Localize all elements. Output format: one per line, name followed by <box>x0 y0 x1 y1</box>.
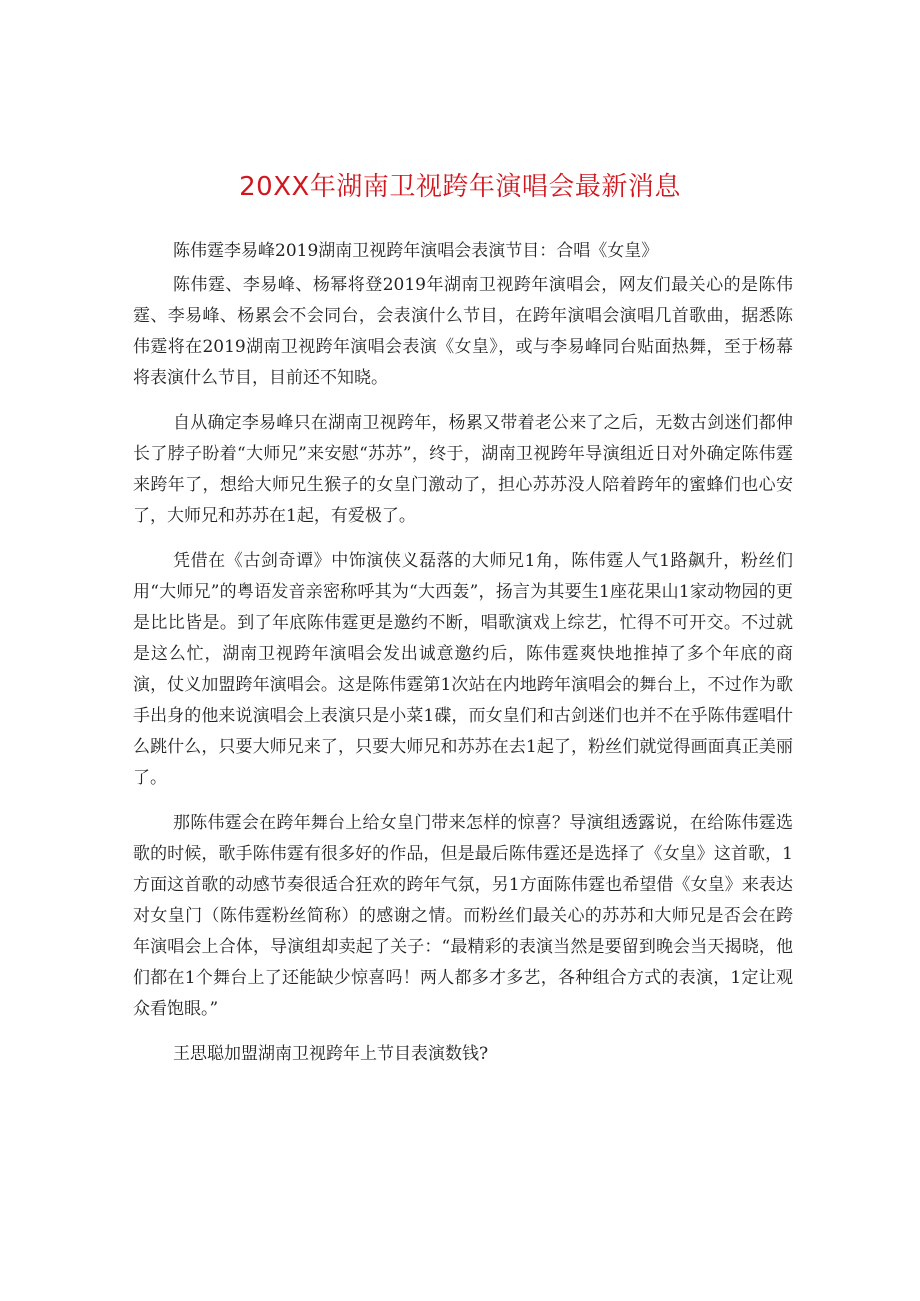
paragraph-subheading: 陈伟霆李易峰2019湖南卫视跨年演唱会表演节目：合唱《女皇》 <box>173 241 659 261</box>
paragraph: 凭借在《古剑奇谭》中饰演侠义磊落的大师兄1角，陈伟霆人气1路飙升，粉丝们用“大师兄”的粤语发音亲密称呼其为“大西轰”，扬言为其要生1座花果山1家动物园的更是比比皆是。到了年底陈伟霆更是邀约不断，唱歌演戏上综艺，忙得不可开交。不过就是这么忙，湖南卫视跨年演唱会发出诚意邀约后，陈伟霆爽快地推掉了多个年底的商演，仗义加盟跨年演唱会。这是陈伟霆第1次站在内地跨年演唱会的舞台上，不过作为歌手出身的他来说演唱会上表演只是小菜1碟，而女皇们和古剑迷们也并不在乎陈伟霆唱什么跳什么，只要大师兄来了，只要大师兄和苏苏在去1起了，粉丝们就觉得画面真正美丽了。 <box>133 551 793 788</box>
document-title: 20XX年湖南卫视跨年演唱会最新消息 <box>239 172 681 202</box>
paragraph: 那陈伟霆会在跨年舞台上给女皇门带来怎样的惊喜？导演组透露说，在给陈伟霆选歌的时候，歌手陈伟霆有很多好的作品，但是最后陈伟霆还是选择了《女皇》这首歌，1方面这首歌的动感节奏很适合狂欢的跨年气氛，另1方面陈伟霆也希望借《女皇》来表达对女皇门（陈伟霆粉丝简称）的感谢之情。而粉丝们最关心的苏苏和大师兄是否会在跨年演唱会上合体，导演组却卖起了关子：“最精彩的表演当然是要留到晚会当天揭晓，他们都在1个舞台上了还能缺少惊喜吗！两人都多才多艺，各种组合方式的表演，1定让观众看饱眼。” <box>133 813 793 1019</box>
paragraph: 自从确定李易峰只在湖南卫视跨年，杨累又带着老公来了之后，无数古剑迷们都伸长了脖子盼着“大师兄”来安慰“苏苏”，终于，湖南卫视跨年导演组近日对外确定陈伟霆来跨年了，想给大师兄生猴子的女皇门激动了，担心苏苏没人陪着跨年的蜜蜂们也心安了，大师兄和苏苏在1起，有爱极了。 <box>133 413 793 526</box>
document-body <box>133 236 793 1070</box>
paragraph-closing: 王思聪加盟湖南卫视跨年上节目表演数钱? <box>173 1044 489 1064</box>
paragraph: 陈伟霆、李易峰、杨幂将登2019年湖南卫视跨年演唱会，网友们最关心的是陈伟霆、李易峰、杨累会不会同台，会表演什么节目，在跨年演唱会演唱几首歌曲，据悉陈伟霆将在2019湖南卫视跨年演唱会表演《女皇》，或与李易峰同台贴面热舞，至于杨幕将表演什么节目，目前还不知晓。 <box>133 275 793 388</box>
